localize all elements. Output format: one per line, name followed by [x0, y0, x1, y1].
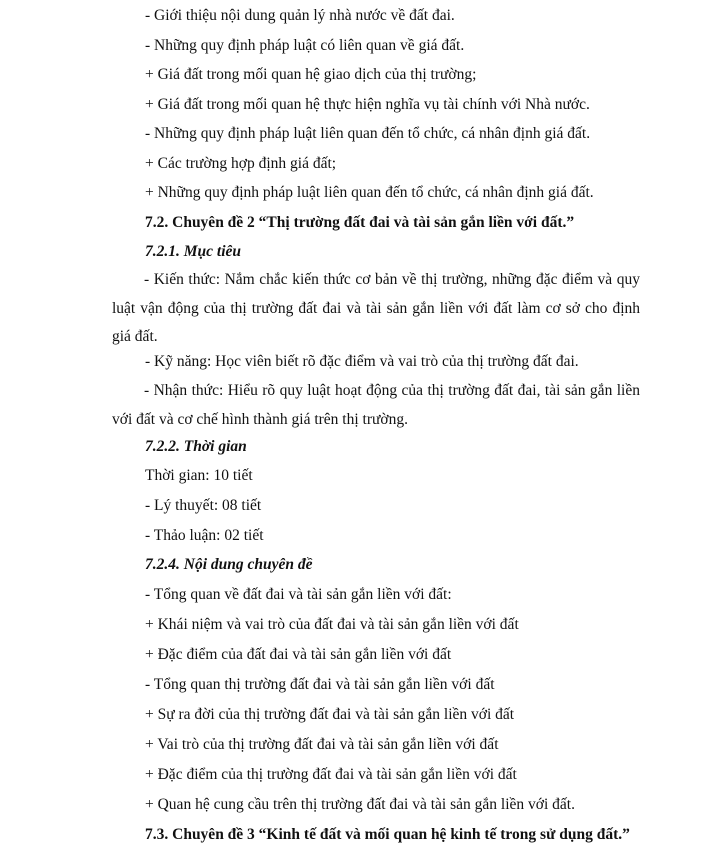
content-item: - Tổng quan thị trường đất đai và tài sản gắn liền với đất	[145, 676, 495, 693]
time-total: Thời gian: 10 tiết	[145, 467, 253, 484]
content-item: + Đặc điểm của thị trường đất đai và tài sản gắn liền với đất	[145, 766, 517, 783]
list-item: + Giá đất trong mối quan hệ giao dịch của thị trường;	[145, 66, 477, 83]
list-item: - Những quy định pháp luật có liên quan về giá đất.	[145, 37, 465, 54]
content-item: - Tổng quan về đất đai và tài sản gắn liền với đất:	[145, 586, 452, 603]
objective-knowledge: - Kiến thức: Nắm chắc kiến thức cơ bản về thị trường, những đặc điểm và quy luật vận động của thị trường đất đai và tài sản gắn liền với đất làm cơ sở cho định giá đất.	[112, 271, 640, 345]
content-item: + Vai trò của thị trường đất đai và tài sản gắn liền với đất	[145, 736, 499, 753]
content-item: + Quan hệ cung cầu trên thị trường đất đai và tài sản gắn liền với đất.	[145, 796, 575, 813]
objective-awareness: - Nhận thức: Hiểu rõ quy luật hoạt động của thị trường đất đai, tài sản gắn liền với đất và cơ chế hình thành giá trên thị trường.	[112, 382, 640, 428]
time-theory: - Lý thuyết: 08 tiết	[145, 497, 262, 514]
section-heading-7-3: 7.3. Chuyên đề 3 “Kinh tế đất và mối quan hệ kinh tế trong sử dụng đất.”	[145, 826, 630, 843]
time-discussion: - Thảo luận: 02 tiết	[145, 527, 264, 544]
objective-skills: - Kỹ năng: Học viên biết rõ đặc điểm và vai trò của thị trường đất đai.	[145, 353, 579, 370]
list-item: + Các trường hợp định giá đất;	[145, 155, 337, 172]
list-item: - Những quy định pháp luật liên quan đến tổ chức, cá nhân định giá đất.	[145, 125, 591, 142]
content-item: + Đặc điểm của đất đai và tài sản gắn liền với đất	[145, 646, 452, 663]
list-item: + Những quy định pháp luật liên quan đến tổ chức, cá nhân định giá đất.	[145, 184, 594, 201]
list-item: - Giới thiệu nội dung quản lý nhà nước về đất đai.	[145, 7, 455, 24]
content-item: + Khái niệm và vai trò của đất đai và tài sản gắn liền với đất	[145, 616, 519, 633]
section-heading-7-2: 7.2. Chuyên đề 2 “Thị trường đất đai và tài sản gắn liền với đất.”	[145, 214, 575, 231]
subheading-objectives: 7.2.1. Mục tiêu	[145, 243, 242, 260]
content-item: + Sự ra đời của thị trường đất đai và tài sản gắn liền với đất	[145, 706, 515, 723]
list-item: + Giá đất trong mối quan hệ thực hiện nghĩa vụ tài chính với Nhà nước.	[145, 96, 590, 113]
subheading-time: 7.2.2. Thời gian	[145, 438, 247, 455]
subheading-content: 7.2.4. Nội dung chuyên đề	[145, 556, 313, 573]
